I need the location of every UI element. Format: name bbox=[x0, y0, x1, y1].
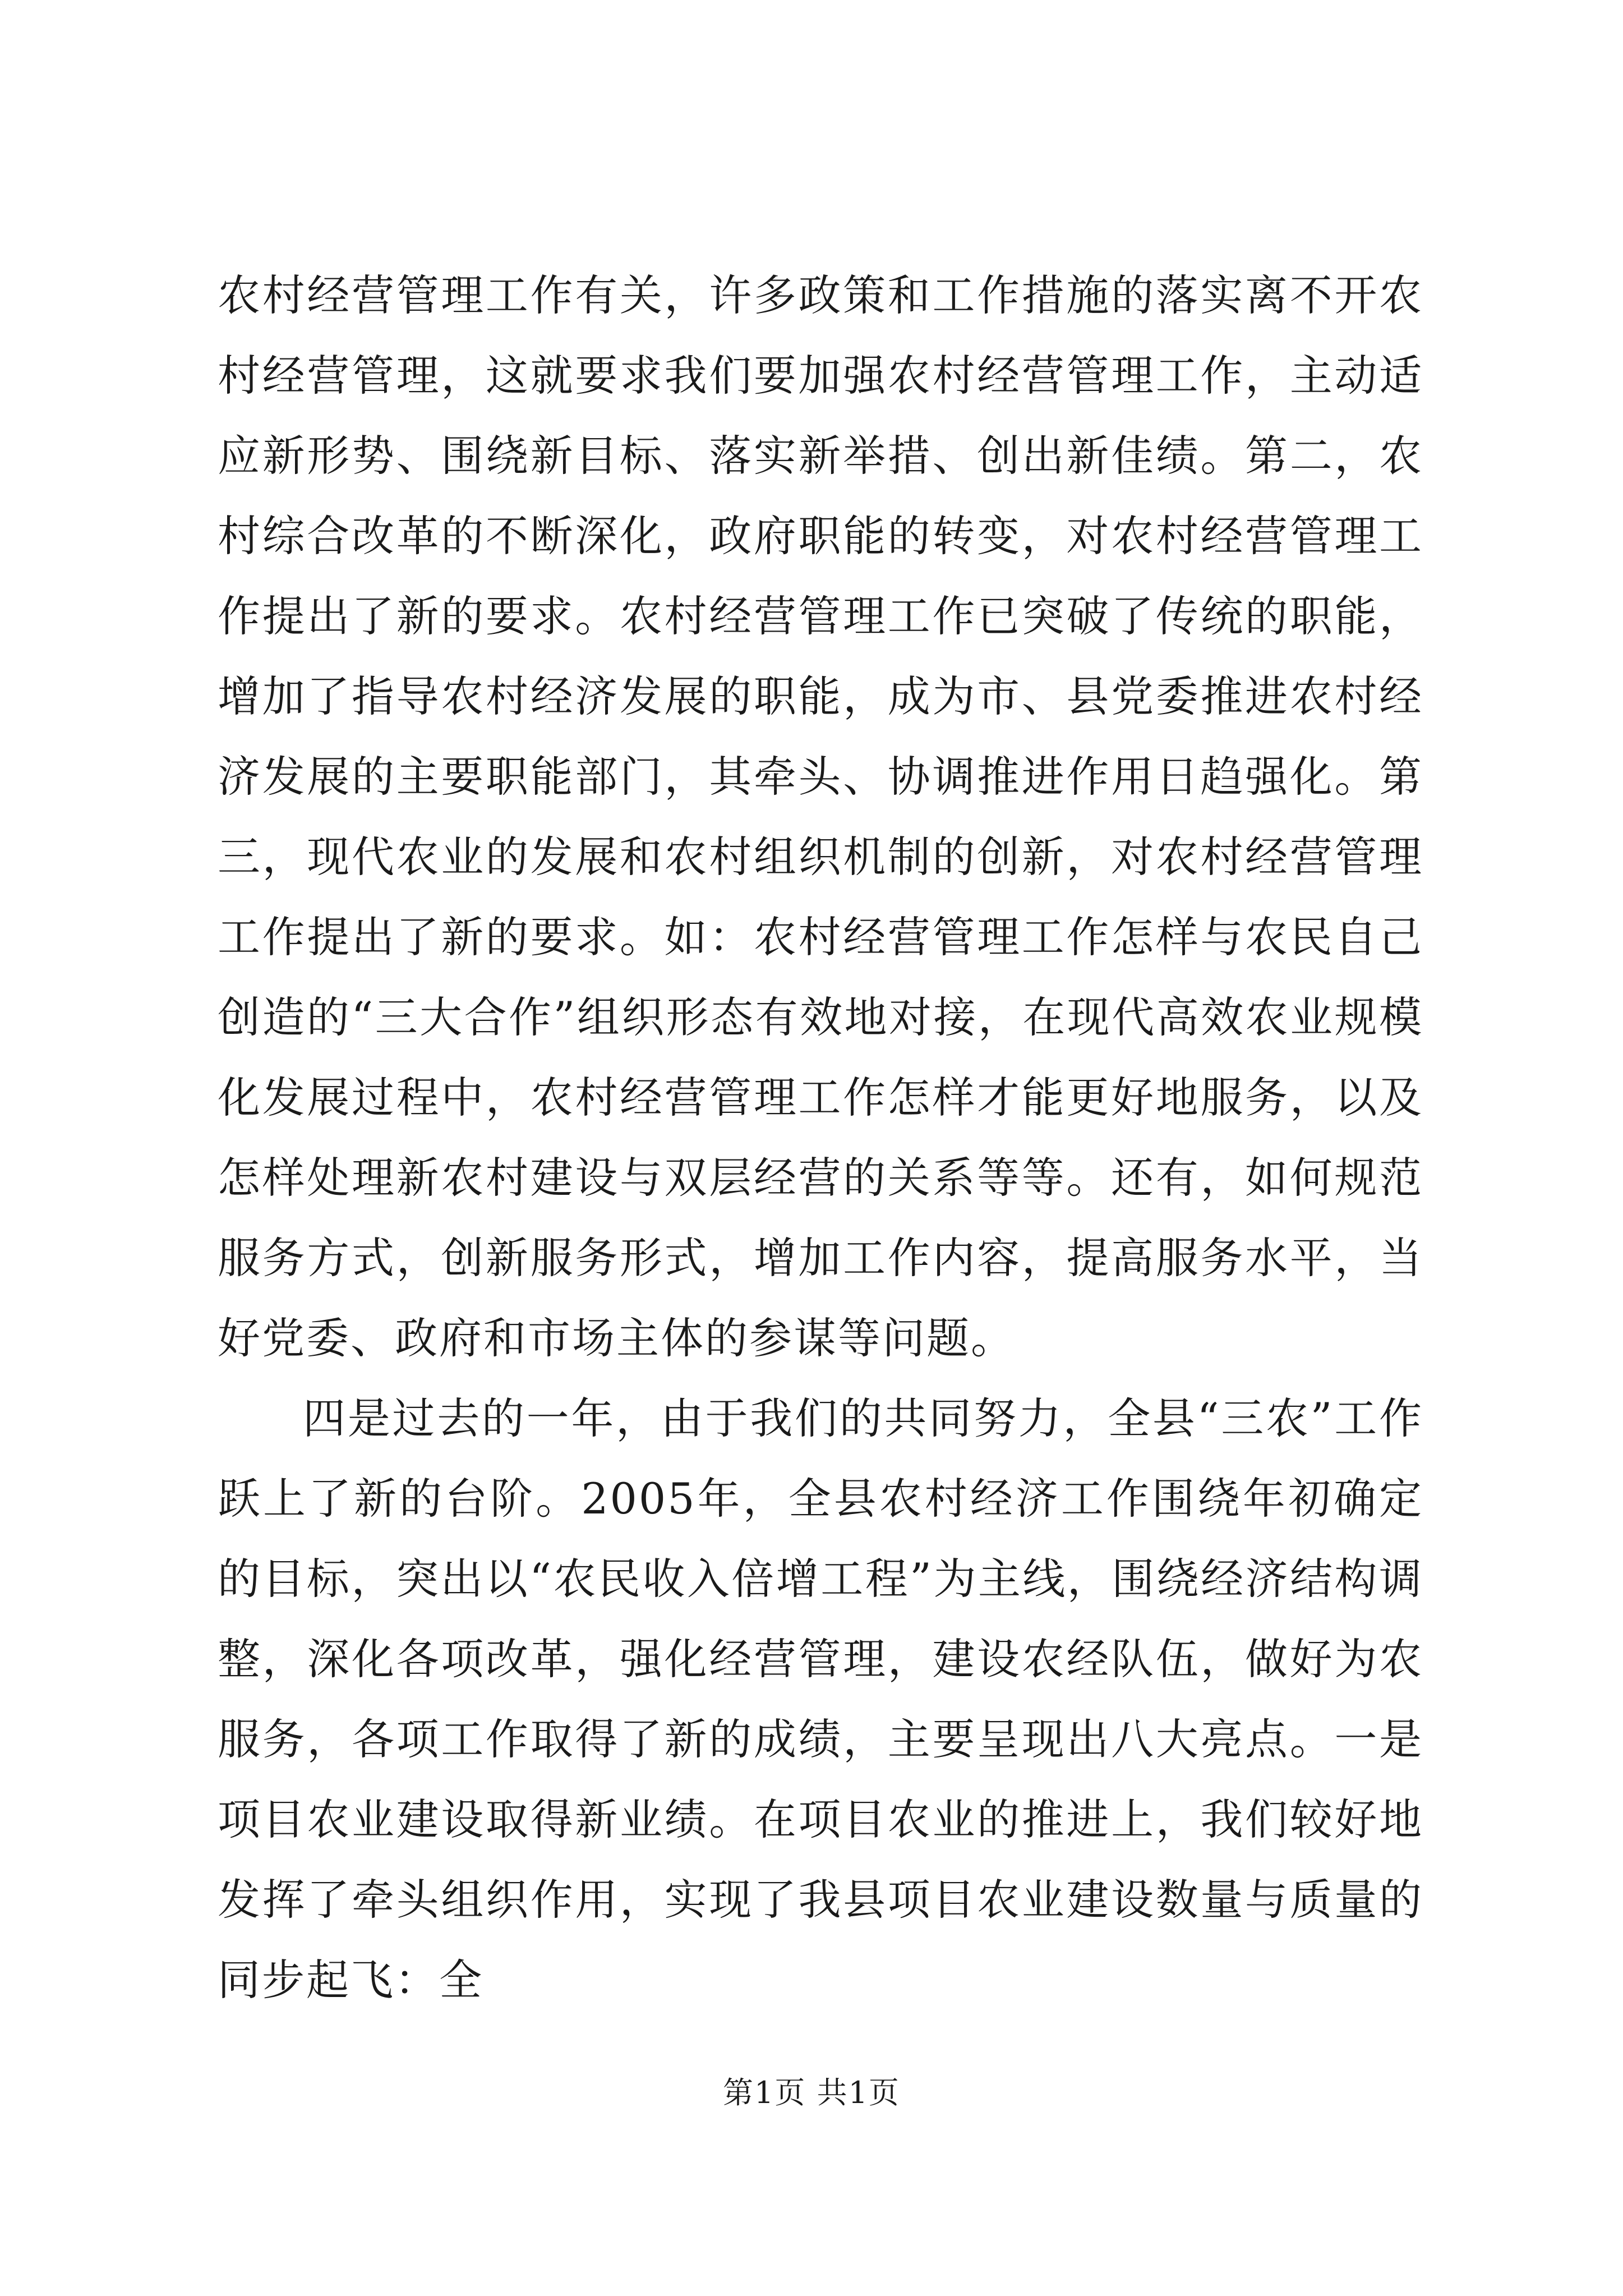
page-footer: 第1页 共1页 bbox=[723, 2075, 900, 2110]
document-body bbox=[218, 255, 1423, 2020]
paragraph-continued: 农村经营管理工作有关，许多政策和工作措施的落实离不开农村经营管理，这就要求我们要加强农村经营管理工作，主动适应新形势、围绕新目标、落实新举措、创出新佳绩。第二，农村综合改革的不断深化，政府职能的转变，对农村经营管理工作提出了新的要求。农村经营管理工作已突破了传统的职能，增加了指导农村经济发展的职能，成为市、县党委推进农村经济发展的主要职能部门，其牵头、协调推进作用日趋强化。第三，现代农业的发展和农村组织机制的创新，对农村经营管理工作提出了新的要求。如：农村经营管理工作怎样与农民自己创造的“三大合作”组织形态有效地对接，在现代高效农业规模化发展过程中，农村经营管理工作怎样才能更好地服务，以及怎样处理新农村建设与双层经营的关系等等。还有，如何规范服务方式，创新服务形式，增加工作内容，提高服务水平，当好党委、政府和市场主体的参谋等问题。 bbox=[218, 270, 1423, 1363]
paragraph-point-four: 四是过去的一年，由于我们的共同努力，全县“三农”工作跃上了新的台阶。2005年，全县农村经济工作围绕年初确定的目标，突出以“农民收入倍增工程”为主线，围绕经济结构调整，深化各项改革，强化经营管理，建设农经队伍，做好为农服务，各项工作取得了新的成绩，主要呈现出八大亮点。一是项目农业建设取得新业绩。在项目农业的推进上，我们较好地发挥了牵头组织作用，实现了我县项目农业建设数量与质量的同步起飞：全 bbox=[218, 1393, 1423, 2005]
